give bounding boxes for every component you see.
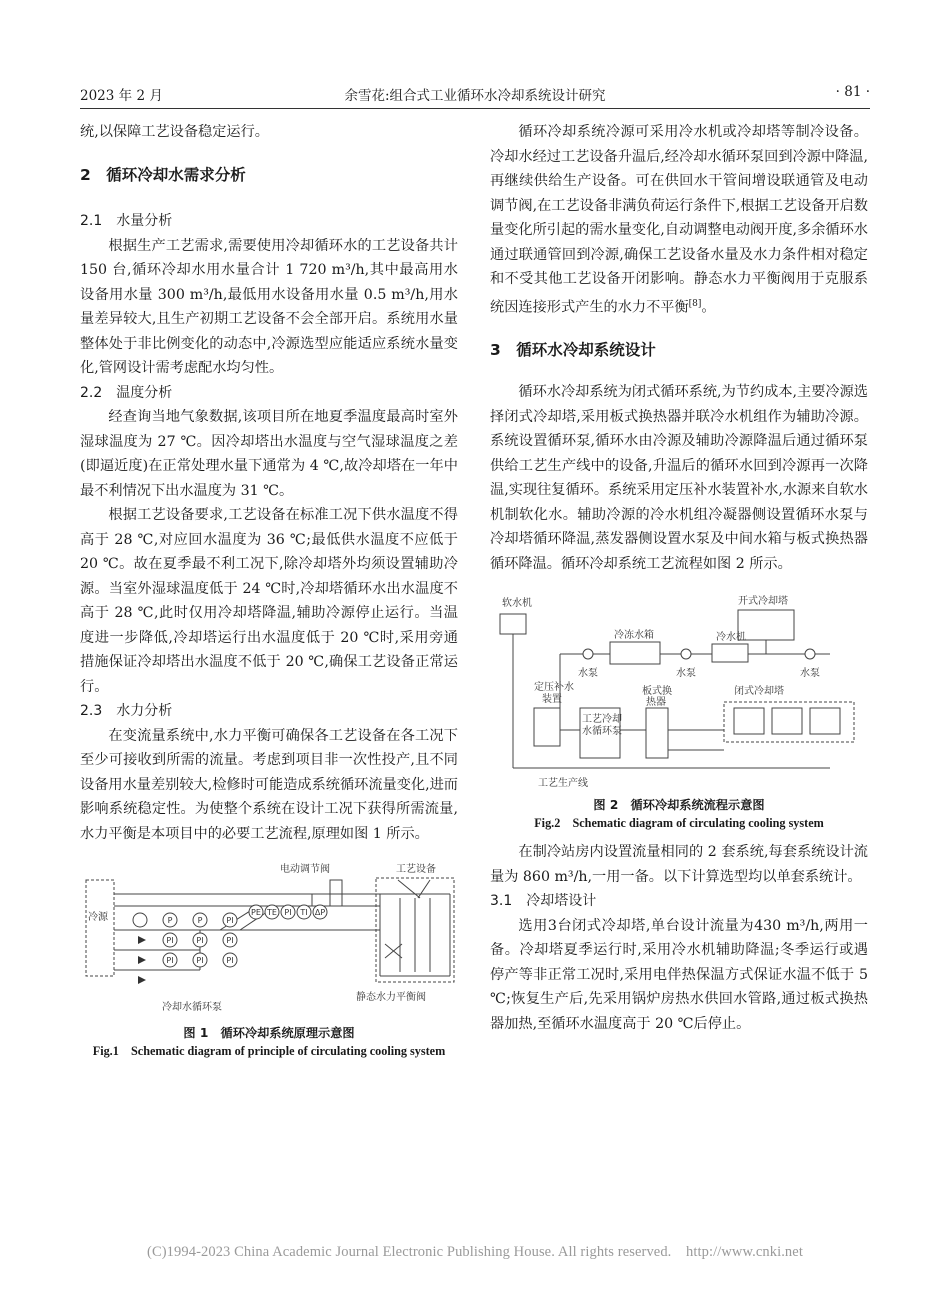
gauge-te: TE <box>267 908 277 917</box>
label-cold-source: 冷源 <box>88 912 108 923</box>
label-closed-tower: 闭式冷却塔 <box>734 686 784 698</box>
gauge-ti: TI <box>300 908 308 917</box>
figure-1-caption <box>80 1024 458 1060</box>
label-softener: 软水机 <box>502 598 532 610</box>
figure-2-caption-cn: 图 2 循环冷却系统流程示意图 <box>593 798 765 813</box>
section-heading-3: 3 循环水冷却系统设计 <box>490 340 656 359</box>
reference-marker: [8] <box>688 298 702 309</box>
label-pressure-unit-1: 定压补水 <box>534 682 574 694</box>
gauge-p: P <box>197 916 203 925</box>
label-control-valve: 电动调节阀 <box>280 864 330 875</box>
paragraph: 根据生产工艺需求,需要使用冷却循环水的工艺设备共计 150 台,循环冷却水用水量合计 1 720 m³/h,其中最高用水设备用水量 300 m³/h,最低用水设备用水量 0.5 m³/h,用水量差异较大,且生产初期工艺设备不会全部开启。系统用水量整体处于非比例变化的动态中,冷源选型应能适应系统水量变化,管网设计需考虑配水均匀性。 <box>80 237 458 376</box>
plate-exchanger <box>646 708 668 758</box>
label-process-pump-1: 工艺冷却 <box>582 714 622 726</box>
paragraph: 在制冷站房内设置流量相同的 2 套系统,每套系统设计流量为 860 m³/h,一用一备。以下计算选型均以单套系统计。 <box>490 844 868 885</box>
gauge-pi: PI <box>226 956 234 965</box>
paragraph: 循环水冷却系统为闭式循环系统,为节约成本,主要冷源选择闭式冷却塔,采用板式换热器并联冷水机组作为辅助冷源。系统设置循环泵,循环水由冷源及辅助冷源降温后通过循环泵供给工艺生产线中的设备,升温后的循环水回到冷源再一次降温,实现往复循环。系统采用定压补水装置补水,水源来自软水机制软化水。辅助冷源的冷水机组冷凝器侧设置循环水泵与冷却塔循环降温,蒸发器侧设置水泵及中间水箱与板式换热器循环降温。循环冷却系统工艺流程如图 2 所示。 <box>490 384 868 572</box>
left-column <box>80 120 458 1060</box>
figure-2-flow <box>490 590 868 790</box>
label-pump: 水泵 <box>578 668 598 680</box>
figure-2-caption <box>490 796 868 832</box>
header-title: 余雪花:组合式工业循环水冷却系统设计研究 <box>344 88 606 104</box>
pressure-unit <box>534 708 560 746</box>
label-production-line: 工艺生产线 <box>538 778 588 790</box>
gauge-pi: PI <box>284 908 292 917</box>
label-process-pump-2: 水循环泵 <box>582 726 622 738</box>
figure-1-schematic <box>80 858 458 1018</box>
paragraph: 选用3台闭式冷却塔,单台设计流量为430 m³/h,两用一备。冷却塔夏季运行时,采用冷水机辅助降温;冬季运行或遇停产等非正常工况时,采用电伴热保温方式保证水温不低于 5 ℃;恢复生产后,先采用锅炉房热水供回水管路,通过板式换热器加热,至循环水温度高于 20 ℃后停止。 <box>490 917 868 1032</box>
label-chiller: 冷水机 <box>716 632 746 644</box>
gauge-pe: PE <box>251 908 261 917</box>
section-heading-2: 2 循环冷却水需求分析 <box>80 165 246 184</box>
chiller <box>712 644 748 662</box>
gauge-dp: ΔP <box>314 908 326 917</box>
figure-2-caption-en: Fig.2 Schematic diagram of circulating cooling system <box>534 816 824 831</box>
label-plate-exchanger-1: 板式换 <box>642 686 672 698</box>
figure-1-caption-cn: 图 1 循环冷却系统原理示意图 <box>183 1026 355 1040</box>
gauge-pi: PI <box>196 956 204 965</box>
paragraph <box>490 120 868 320</box>
paragraph-text: 循环冷却系统冷源可采用冷水机或冷却塔等制冷设备。冷却水经过工艺设备升温后,经冷却水循环泵回到冷源中降温,再继续供给生产设备。可在供回水干管间增设联通管及电动调节阀,在工艺设备非满负荷运行条件下,根据工艺设备开启数量变化所引起的需水量变化,自动调整电动阀开度,多余循环水通过联通管回到冷源,确保工艺设备水量及水力条件相对稳定和不受其他工艺设备开闭影响。静态水力平衡阀用于克服系统因连接形式产生的水力不平衡 <box>490 124 868 316</box>
label-pump: 水泵 <box>800 668 820 680</box>
subsection-heading-2-3: 2.3 水力分析 <box>80 703 173 719</box>
label-open-tower: 开式冷却塔 <box>738 596 788 608</box>
header-date: 2023 年 2 月 <box>80 88 163 104</box>
paragraph: 根据工艺设备要求,工艺设备在标准工况下供水温度不得高于 28 ℃,对应回水温度为 36 ℃;最低供水温度不应低于 20 ℃。故在夏季最不利工况下,除冷却塔外均须设置辅助冷源。当室外湿球温度低于 24 ℃时,冷却塔循环水出水温度不高于 28 ℃,此时仅用冷却塔降温,辅助冷源停止运行。当温度进一步降低,冷却塔运行出水温度低于 20 ℃时,采用旁通措施保证冷却塔出水温度不低于 20 ℃,确保工艺设备正常运行。 <box>80 507 458 695</box>
label-pump: 水泵 <box>676 668 696 680</box>
label-cooling-pump: 冷却水循环泵 <box>162 1002 222 1013</box>
label-plate-exchanger-2: 热器 <box>646 697 666 709</box>
label-static-balance-valve: 静态水力平衡阀 <box>356 992 426 1003</box>
subsection-heading-2-2: 2.2 温度分析 <box>80 384 173 401</box>
cold-source-box <box>86 880 114 976</box>
subsection-heading-3-1: 3.1 冷却塔设计 <box>490 893 597 910</box>
header-rule <box>80 108 870 109</box>
gauge-pi: PI <box>166 956 174 965</box>
label-chilled-tank: 冷冻水箱 <box>614 630 654 642</box>
paragraph: 在变流量系统中,水力平衡可确保各工艺设备在各工况下至少可接收到所需的流量。考虑到项目非一次性投产,且不同设备用水量差别较大,检修时可能造成系统循环流量变化,进而影响系统稳定性。为使整个系统在设计工况下获得所需流量,水力平衡是本项目中的必要工艺流程,原理如图 1 所示。 <box>80 727 458 842</box>
chilled-tank <box>610 642 660 664</box>
control-valve <box>330 880 342 906</box>
gauge-pi: PI <box>226 936 234 945</box>
copyright-footer: (C)1994-2023 China Academic Journal Electronic Publishing House. All rights reserved. http://www.cnki.net <box>147 1244 803 1260</box>
paragraph: 统,以保障工艺设备稳定运行。 <box>80 124 269 140</box>
gauge-pi: PI <box>226 916 234 925</box>
paragraph-end: 。 <box>701 299 716 316</box>
label-pressure-unit-2: 装置 <box>542 694 562 706</box>
figure-1-caption-en: Fig.1 Schematic diagram of principle of circulating cooling system <box>92 1044 446 1058</box>
subsection-heading-2-1: 2.1 水量分析 <box>80 213 173 229</box>
right-column <box>490 120 868 1036</box>
open-tower <box>738 610 794 640</box>
header-page-number: · 81 · <box>835 84 870 100</box>
gauge-p: P <box>167 916 173 925</box>
paragraph: 经查询当地气象数据,该项目所在地夏季温度最高时室外湿球温度为 27 ℃。因冷却塔出水温度与空气湿球温度之差(即逼近度)在正常处理水量下通常为 4 ℃,故冷却塔在一年中最不利情况下出水温度为 31 ℃。 <box>80 409 458 499</box>
gauge-pi: PI <box>196 936 204 945</box>
gauge-pi: PI <box>166 936 174 945</box>
label-process-equipment: 工艺设备 <box>396 864 436 875</box>
